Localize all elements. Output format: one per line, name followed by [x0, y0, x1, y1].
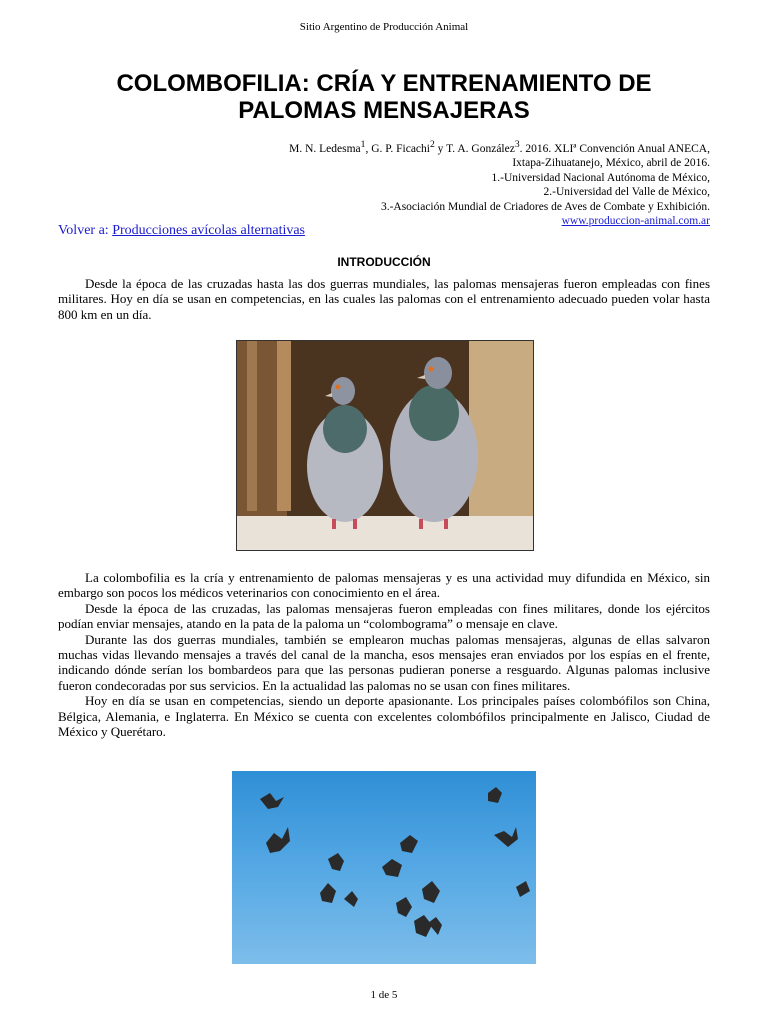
intro-paragraph-block [58, 276, 710, 322]
back-link-row [58, 223, 305, 239]
running-header: Sitio Argentino de Producción Animal [299, 21, 469, 33]
author-3: T. A. González [446, 142, 515, 155]
author-1-affiliation: 1 [360, 139, 366, 150]
author-3-affiliation: 3 [514, 139, 520, 150]
body-paragraphs [58, 570, 710, 739]
affiliation-3: 3.-Asociación Mundial de Criadores de Aves de Combate y Exhibición. [380, 200, 710, 213]
flying-pigeons-photo [232, 771, 536, 964]
author-2: G. P. Ficachi [371, 142, 430, 155]
body-paragraph-2: Desde la época de las cruzadas, las palomas mensajeras fueron empleadas con fines militares, donde los ejércitos podían enviar mensajes, atando en la pata de la paloma un “colombograma” o mensaje en clave. [58, 600, 710, 632]
title-line-2: PALOMAS MENSAJERAS [238, 97, 530, 124]
back-prefix: Volver a: [58, 223, 113, 238]
pigeons-photo [236, 340, 534, 551]
affiliation-1: 1.-Universidad Nacional Autónoma de México, [491, 171, 710, 184]
intro-paragraph: Desde la época de las cruzadas hasta las dos guerras mundiales, las palomas mensajeras fueron empleadas con fines militares. Hoy en día se usan en competencias, en las cuales las palomas con el entrenamiento adecuado pueden volar hasta 800 km en un día. [58, 276, 710, 322]
website-link[interactable]: www.produccion-animal.com.ar [561, 215, 710, 228]
title-line-1: COLOMBOFILIA: CRÍA Y ENTRENAMIENTO DE [116, 70, 652, 97]
document-title [40, 70, 728, 124]
author-1: M. N. Ledesma [289, 142, 361, 155]
author-block [289, 138, 710, 229]
author-2-affiliation: 2 [429, 139, 435, 150]
back-link[interactable]: Producciones avícolas alternativas [112, 223, 306, 238]
citation-line: M. N. Ledesma$^1$, G. P. Ficachi$^2$ y T. A. González$^3$. 2016. XLIª Convención Anual ANECA, [289, 139, 710, 155]
body-paragraph-1: La colombofilia es la cría y entrenamiento de palomas mensajeras y es una actividad muy difundida en México, sin embargo son pocos los médicos veterinarios con conocimiento en el área. [58, 570, 710, 601]
body-paragraph-3: Durante las dos guerras mundiales, también se emplearon muchas palomas mensajeras, algunas de ellas salvaron muchas vidas llevando mensajes a través del canal de la mancha, esos mensajes eran enviados por los espías en el frente, indicando dónde serían los bombardeos para que las personas pudieran ponerse a resguardo. Algunas palomas inclusive fueron condecoradas por sus servicios. En la actualidad las palomas no se usan con fines militares. [58, 631, 710, 693]
citation-rest: . 2016. XLIª Convención Anual ANECA, [519, 142, 710, 155]
section-heading: INTRODUCCIÓN [337, 255, 431, 269]
affiliation-2: 2.-Universidad del Valle de México, [543, 186, 710, 199]
flying-pigeons-illustration [232, 771, 536, 964]
body-paragraph-4: Hoy en día se usan en competencias, siendo un deporte apasionante. Los principales países colombófilos son China, Bélgica, Alemania, e Inglaterra. En México se cuenta con excelentes colombófilos principalmente en Jalisco, Ciudad de México y Querétaro. [58, 693, 710, 740]
pigeons-illustration [237, 341, 533, 550]
citation-place: Ixtapa-Zihuatanejo, México, abril de 2016. [512, 157, 710, 170]
page-number: 1 de 5 [370, 989, 398, 1001]
